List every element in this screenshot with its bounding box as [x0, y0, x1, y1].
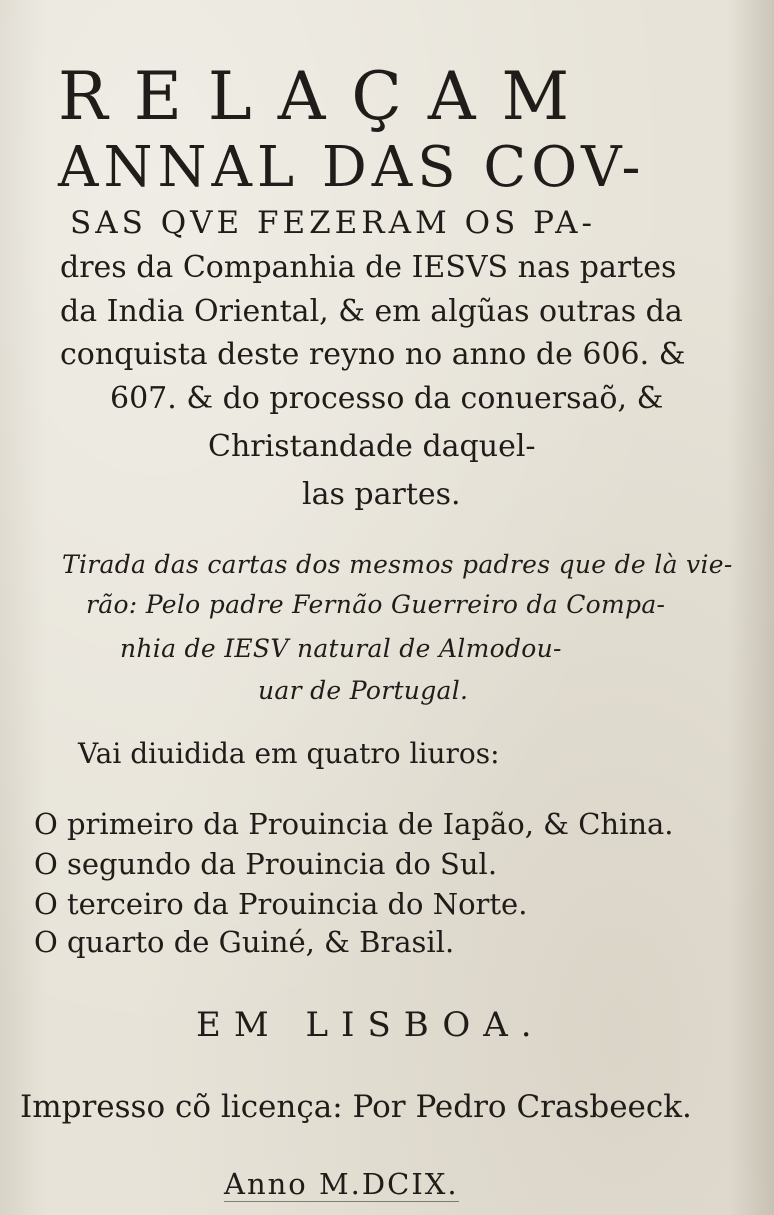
source-line-1: Tirada das cartas dos mesmos padres que de là vie- [62, 550, 733, 579]
body-line-1: dres da Companhia de IESVS nas partes [60, 250, 677, 285]
body-line-4: 607. & do processo da conuersaõ, & [110, 381, 664, 416]
book-item-1: O primeiro da Prouincia de Iapão, & China. [34, 807, 674, 841]
year-line: Anno M.DCIX. [224, 1167, 459, 1201]
book-item-4: O quarto de Guiné, & Brasil. [34, 925, 455, 959]
source-line-3: nhia de IESV natural de Almodou- [120, 634, 562, 663]
body-line-2: da India Oriental, & em algũas outras da [60, 294, 683, 329]
source-line-2: rão: Pelo padre Fernão Guerreiro da Compa- [86, 590, 666, 619]
division-heading: Vai diuidida em quatro liuros: [78, 737, 500, 770]
body-line-5: Christandade daquel- [208, 429, 536, 464]
title-line-2: ANNAL DAS COV- [58, 135, 646, 200]
city-line: EM LISBOA. [196, 1005, 545, 1045]
body-line-6: las partes. [302, 477, 461, 512]
book-item-3: O terceiro da Prouincia do Norte. [34, 887, 528, 921]
source-line-4: uar de Portugal. [258, 676, 469, 705]
book-item-2: O segundo da Prouincia do Sul. [34, 847, 498, 881]
title-line-3: SAS QVE FEZERAM OS PA- [70, 205, 597, 241]
imprint-line: Impresso cõ licença: Por Pedro Crasbeeck. [20, 1089, 692, 1125]
title-line-1: RELAÇAM [58, 58, 596, 135]
body-line-3: conquista deste reyno no anno de 606. & [60, 337, 686, 372]
